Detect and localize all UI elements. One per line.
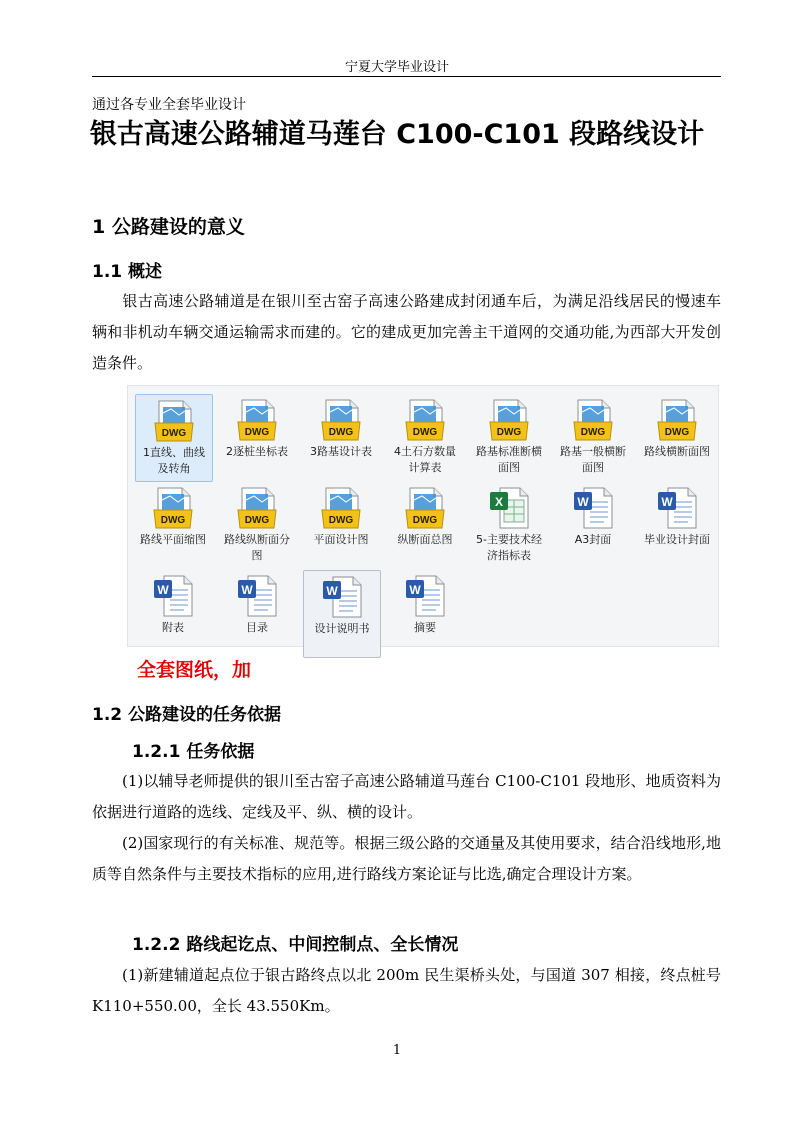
file-icon-badge: W <box>326 584 338 598</box>
file-item-label: 1直线、曲线及转角 <box>143 446 205 475</box>
file-item-5[interactable] <box>471 394 547 476</box>
file-item-2[interactable] <box>219 394 295 460</box>
page-header: 宁夏大学毕业设计 <box>344 60 449 75</box>
dwg-file-icon <box>151 399 197 443</box>
file-item-label: 毕业设计封面 <box>644 533 710 546</box>
section-1-2-1-text-1: (1)以辅导老师提供的银川至古窑子高速公路辅道马莲台 C100-C101 段地形、地质资料为依据进行道路的选线、定线及平、纵、横的设计。 <box>92 772 721 821</box>
file-icon-badge: DWG <box>664 427 690 438</box>
file-icon-badge: DWG <box>328 515 354 526</box>
file-item-label: 2逐桩坐标表 <box>226 445 288 458</box>
file-item-3[interactable] <box>303 394 379 460</box>
file-icon-badge: W <box>409 583 421 597</box>
section-1-1-text: 银古高速公路辅道是在银川至古窑子高速公路建成封闭通车后，为满足沿线居民的慢速车辆和非机动车辆交通运输需求而建的。它的建成更加完善主干道网的交通功能,为西部大开发创造条件。 <box>92 292 721 372</box>
file-item-label: 目录 <box>246 621 268 634</box>
file-item-13[interactable] <box>555 482 631 548</box>
file-icon-badge: DWG <box>161 428 187 439</box>
word-document-icon <box>150 574 196 618</box>
file-icon-badge: DWG <box>412 515 438 526</box>
file-item-label: 附表 <box>162 621 184 634</box>
file-item-label: 5-主要技术经济指标表 <box>476 533 542 562</box>
file-icon-badge: DWG <box>580 427 606 438</box>
file-icon-badge: W <box>577 495 589 509</box>
file-icon-badge: W <box>157 583 169 597</box>
dwg-file-icon <box>486 398 532 442</box>
excel-spreadsheet-icon <box>486 486 532 530</box>
file-icon-badge: DWG <box>160 515 186 526</box>
word-document-icon <box>402 574 448 618</box>
file-item-16[interactable] <box>219 570 295 636</box>
file-icon-badge: DWG <box>244 427 270 438</box>
dwg-file-icon <box>402 398 448 442</box>
file-icon-badge: DWG <box>496 427 522 438</box>
section-1-1-paragraph <box>92 286 721 379</box>
section-1-2-2-text-1: (1)新建辅道起点位于银古路终点以北 200m 民生渠桥头处，与国道 307 相接，终点桩号 K110+550.00，全长 43.550Km。 <box>92 966 721 1015</box>
dwg-file-icon <box>318 398 364 442</box>
section-1-2-1-paragraph-2 <box>92 828 721 890</box>
file-item-14[interactable] <box>639 482 715 548</box>
file-item-15[interactable] <box>135 570 211 636</box>
word-document-icon <box>319 575 365 619</box>
file-item-label: 3路基设计表 <box>310 445 372 458</box>
file-item-18[interactable] <box>387 570 463 636</box>
file-item-8[interactable] <box>135 482 211 548</box>
section-1-heading: 1 公路建设的意义 <box>92 216 245 238</box>
section-1-2-2-heading: 1.2.2 路线起讫点、中间控制点、全长情况 <box>132 935 459 955</box>
file-icon-badge: DWG <box>412 427 438 438</box>
dwg-file-icon <box>318 486 364 530</box>
dwg-file-icon <box>234 486 280 530</box>
file-item-4[interactable] <box>387 394 463 476</box>
file-item-label: 纵断面总图 <box>397 533 453 546</box>
file-item-label: 4土石方数量计算表 <box>394 445 456 474</box>
section-1-2-2-paragraph-1 <box>92 960 721 1022</box>
file-item-label: A3封面 <box>574 533 612 546</box>
red-note: 全套图纸，加 <box>137 659 252 681</box>
dwg-file-icon <box>402 486 448 530</box>
dwg-file-icon <box>570 398 616 442</box>
section-1-2-heading: 1.2 公路建设的任务依据 <box>92 705 282 725</box>
file-item-1[interactable] <box>135 394 213 482</box>
file-item-label: 路线平面缩图 <box>140 533 206 546</box>
file-item-label: 路基标准断横面图 <box>476 445 542 474</box>
file-item-6[interactable] <box>555 394 631 476</box>
word-document-icon <box>234 574 280 618</box>
file-item-11[interactable] <box>387 482 463 548</box>
section-1-2-1-text-2: (2)国家现行的有关标准、规范等。根据三级公路的交通量及其使用要求，结合沿线地形,地质等自然条件与主要技术指标的应用,进行路线方案论证与比选,确定合理设计方案。 <box>92 834 721 883</box>
file-item-label: 摘要 <box>414 621 436 634</box>
file-item-17[interactable] <box>303 570 381 658</box>
dwg-file-icon <box>150 486 196 530</box>
dwg-file-icon <box>234 398 280 442</box>
file-item-label: 路线横断面图 <box>644 445 710 458</box>
subtitle: 通过各专业全套毕业设计 <box>92 97 246 113</box>
file-icon-badge: X <box>494 495 504 509</box>
file-item-9[interactable] <box>219 482 295 564</box>
file-icon-badge: W <box>661 495 673 509</box>
file-item-12[interactable] <box>471 482 547 564</box>
header-rule <box>92 76 721 77</box>
file-icon-badge: DWG <box>328 427 354 438</box>
file-item-10[interactable] <box>303 482 379 548</box>
section-1-2-1-paragraph-1 <box>92 766 721 828</box>
file-item-label: 路基一般横断面图 <box>560 445 626 474</box>
document-title: 银古高速公路辅道马莲台 C100-C101 段路线设计 <box>89 119 705 150</box>
file-item-label: 路线纵断面分图 <box>224 533 290 562</box>
dwg-file-icon <box>654 398 700 442</box>
word-document-icon <box>570 486 616 530</box>
file-icon-badge: W <box>241 583 253 597</box>
file-browser-panel <box>127 385 719 647</box>
word-document-icon <box>654 486 700 530</box>
section-1-1-heading: 1.1 概述 <box>92 262 163 282</box>
file-item-label: 设计说明书 <box>314 622 370 635</box>
file-icon-badge: DWG <box>244 515 270 526</box>
section-1-2-1-heading: 1.2.1 任务依据 <box>132 742 255 762</box>
file-item-label: 平面设计图 <box>313 533 369 546</box>
page-number: 1 <box>392 1043 402 1058</box>
file-item-7[interactable] <box>639 394 715 460</box>
